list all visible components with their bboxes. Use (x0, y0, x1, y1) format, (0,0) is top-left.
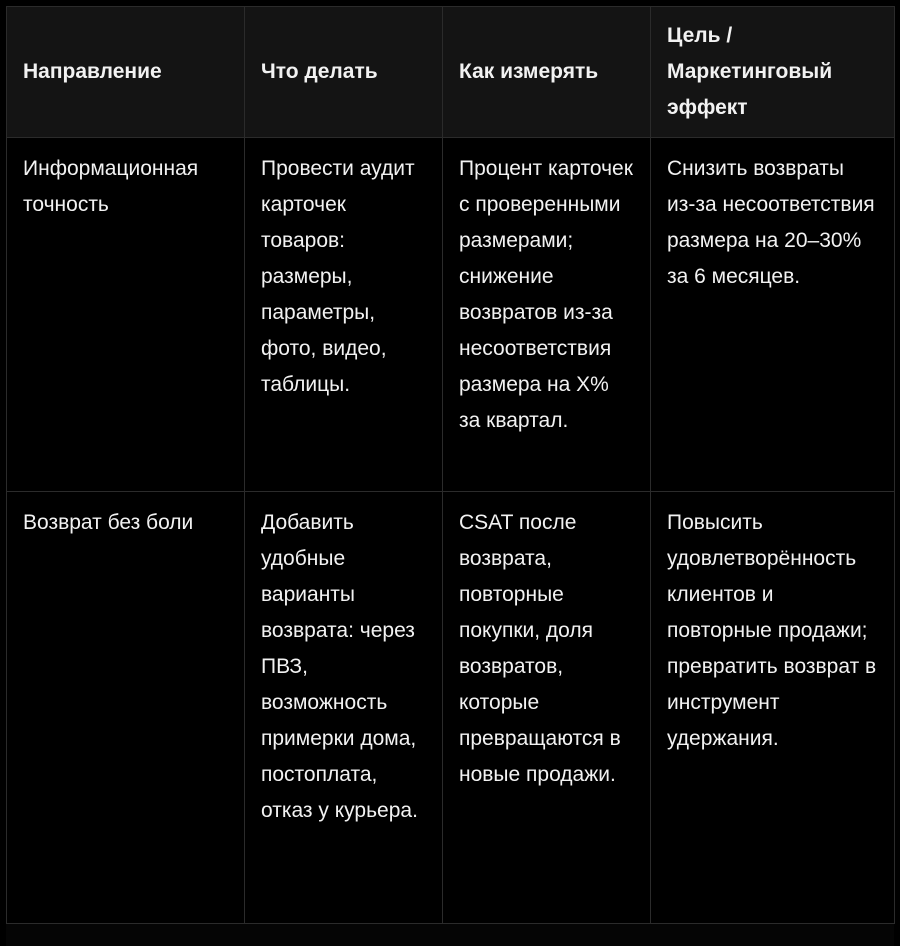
table-body (7, 138, 895, 924)
header-direction: Направление (7, 7, 245, 138)
strategy-table (6, 6, 895, 924)
cell-direction: Возврат без боли (7, 492, 245, 924)
data-table-container (6, 6, 894, 946)
cell-goal-effect: Снизить возвраты из-за несоответствия размера на 20–30% за 6 месяцев. (651, 138, 895, 492)
cell-direction: Информационная точность (7, 138, 245, 492)
cell-what-to-do: Добавить удобные варианты возврата: через ПВЗ, возможность примерки дома, постоплата, отказ у курьера. (245, 492, 443, 924)
cell-what-to-do: Провести аудит карточек товаров: размеры, параметры, фото, видео, таблицы. (245, 138, 443, 492)
header-row (7, 7, 895, 138)
header-how-to-measure: Как измерять (443, 7, 651, 138)
table-row (7, 492, 895, 924)
table-row (7, 138, 895, 492)
cell-how-to-measure: Процент карточек с проверенными размерами; снижение возвратов из-за несоответствия размера на X% за квартал. (443, 138, 651, 492)
table-header (7, 7, 895, 138)
cell-goal-effect: Повысить удовлетворённость клиентов и повторные продажи; превратить возврат в инструмент удержания. (651, 492, 895, 924)
header-what-to-do: Что делать (245, 7, 443, 138)
header-goal-effect: Цель / Маркетинговый эффект (651, 7, 895, 138)
cell-how-to-measure: CSAT после возврата, повторные покупки, доля возвратов, которые превращаются в новые продажи. (443, 492, 651, 924)
